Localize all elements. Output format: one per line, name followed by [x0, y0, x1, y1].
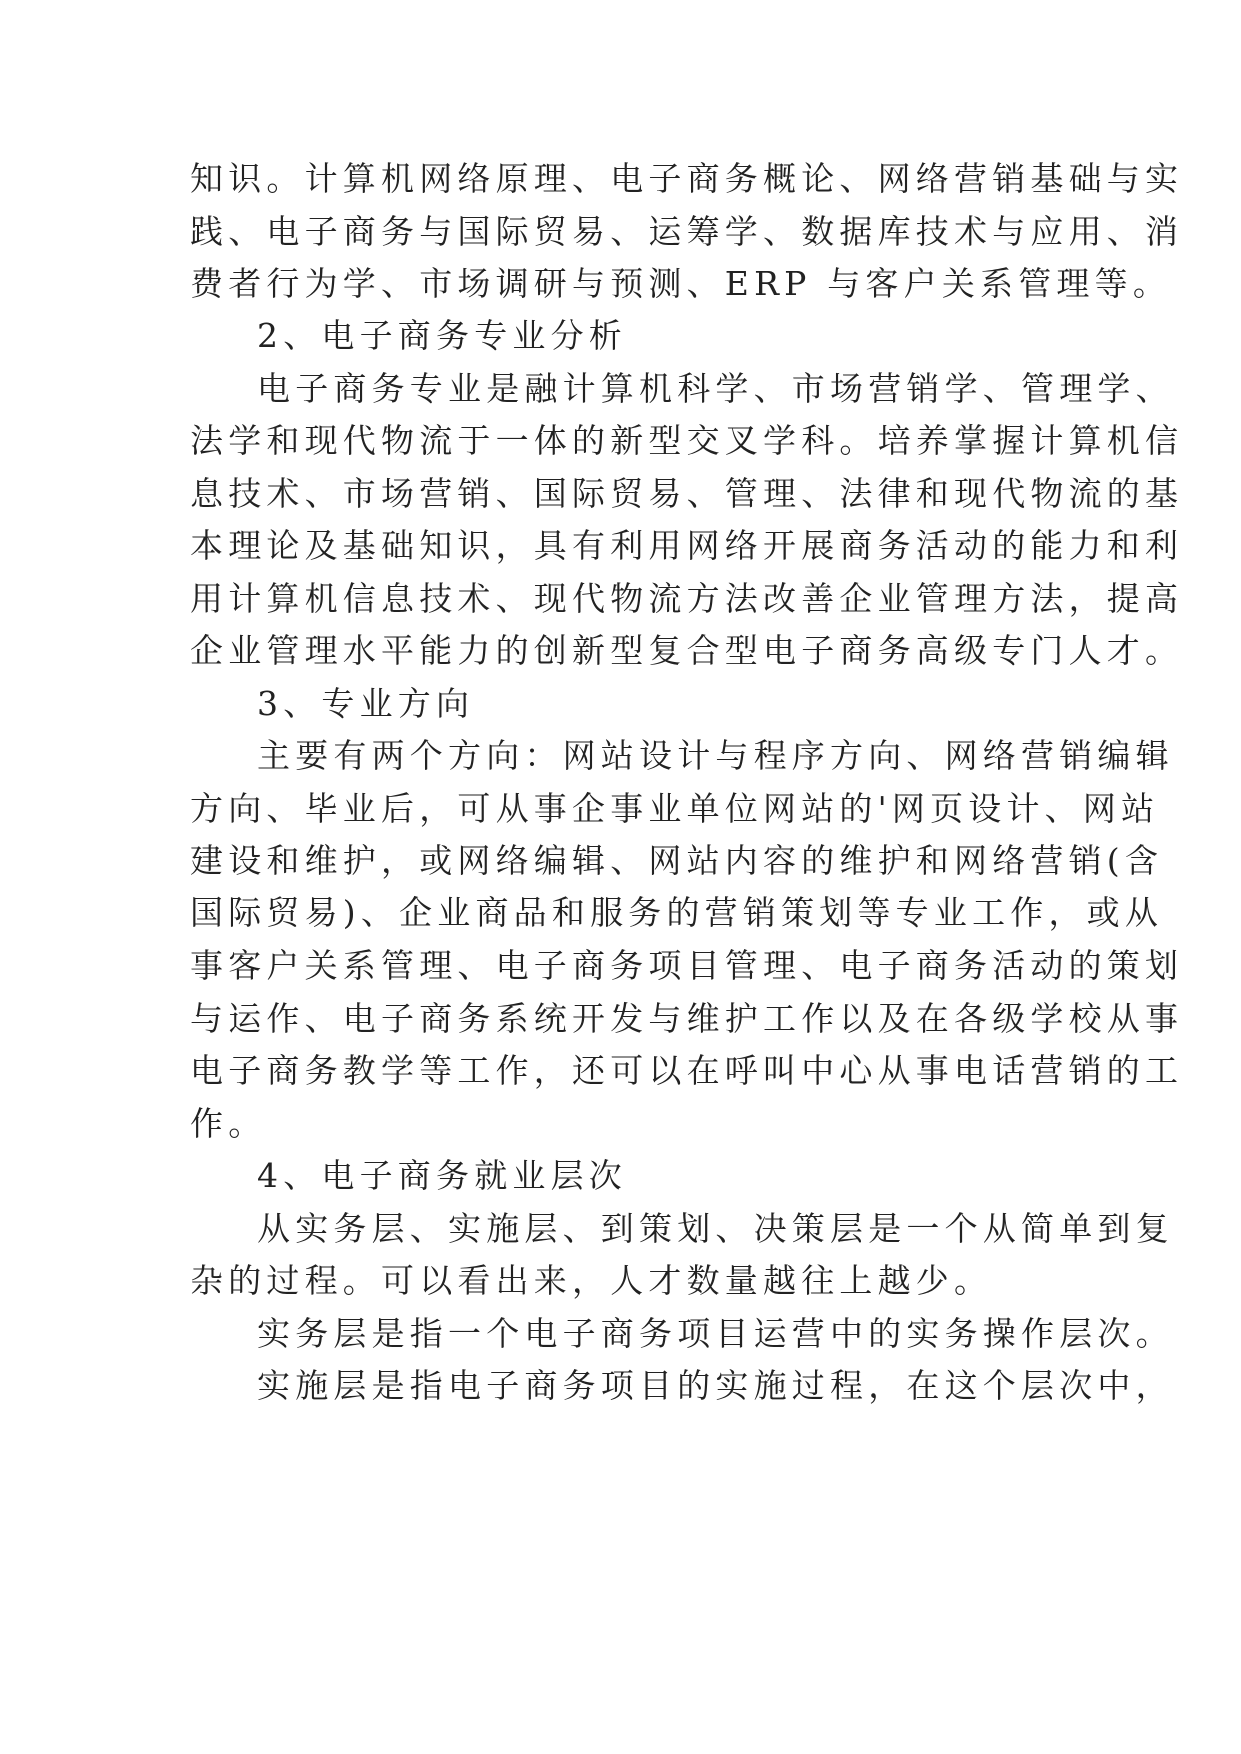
paragraph-line: 实施层是指电子商务项目的实施过程，在这个层次中，	[257, 1366, 1174, 1405]
paragraph-line: 杂的过程。可以看出来，人才数量越往上越少。	[190, 1261, 993, 1300]
paragraph-line: 主要有两个方向：网站设计与程序方向、网络营销编辑	[257, 736, 1174, 775]
paragraph-line: 从实务层、实施层、到策划、决策层是一个从简单到复	[257, 1209, 1174, 1248]
paragraph-line: 本理论及基础知识，具有利用网络开展商务活动的能力和利	[190, 526, 1184, 565]
paragraph-line: 与运作、电子商务系统开发与维护工作以及在各级学校从事	[190, 999, 1184, 1038]
paragraph-line: 方向、毕业后，可从事企事业单位网站的'网页设计、网站	[190, 789, 1160, 828]
paragraph-line: 国际贸易)、企业商品和服务的营销策划等专业工作，或从	[190, 893, 1164, 932]
paragraph-line: 践、电子商务与国际贸易、运筹学、数据库技术与应用、消	[190, 212, 1184, 251]
section-heading: 3、专业方向	[257, 684, 475, 723]
paragraph-line: 知识。计算机网络原理、电子商务概论、网络营销基础与实	[190, 159, 1184, 198]
section-heading: 4、电子商务就业层次	[257, 1156, 627, 1195]
paragraph-line: 电子商务专业是融计算机科学、市场营销学、管理学、	[257, 369, 1174, 408]
section-heading: 2、电子商务专业分析	[257, 316, 627, 355]
paragraph-line: 企业管理水平能力的创新型复合型电子商务高级专门人才。	[190, 631, 1184, 670]
paragraph-line: 息技术、市场营销、国际贸易、管理、法律和现代物流的基	[190, 474, 1184, 513]
paragraph-line: 建设和维护，或网络编辑、网站内容的维护和网络营销(含	[190, 841, 1164, 880]
paragraph-line: 作。	[190, 1104, 267, 1143]
paragraph-line: 法学和现代物流于一体的新型交叉学科。培养掌握计算机信	[190, 421, 1184, 460]
paragraph-line: 实务层是指一个电子商务项目运营中的实务操作层次。	[257, 1314, 1174, 1353]
paragraph-line: 事客户关系管理、电子商务项目管理、电子商务活动的策划	[190, 946, 1184, 985]
paragraph-line: 费者行为学、市场调研与预测、ERP 与客户关系管理等。	[190, 264, 1172, 303]
paragraph-line: 用计算机信息技术、现代物流方法改善企业管理方法，提高	[190, 579, 1184, 618]
paragraph-line: 电子商务教学等工作，还可以在呼叫中心从事电话营销的工	[190, 1051, 1184, 1090]
